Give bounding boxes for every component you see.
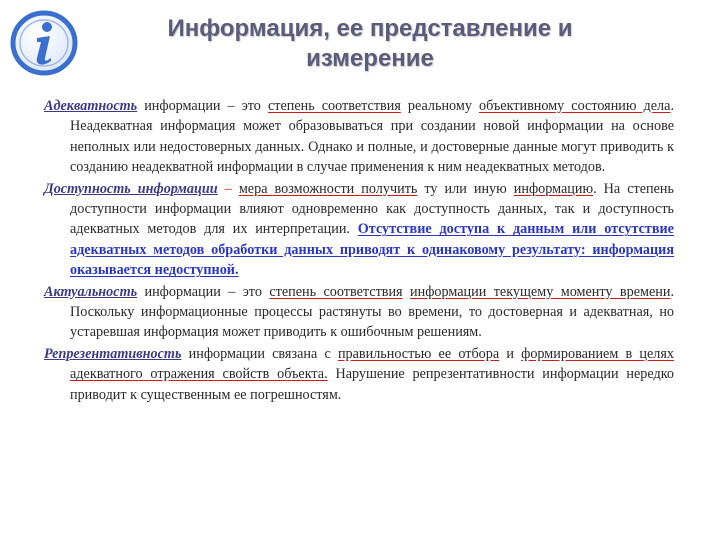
emphasis-phrase: Отсутствие доступа к данным или отсутствие адекватных методов обработки данных приводят к одинаковому результату: информация оказывается недоступной. bbox=[70, 221, 674, 279]
title-line-1: Информация, ее представление и bbox=[167, 15, 573, 42]
term-representativeness: Репрезентативность bbox=[44, 345, 182, 362]
paragraph-representativeness bbox=[44, 344, 674, 405]
text: ту или иную bbox=[417, 180, 514, 197]
text: Нарушение репрезентативности информации нередко приводит к существенным ее погрешностям. bbox=[70, 366, 674, 403]
paragraph-accessibility bbox=[44, 179, 674, 281]
text: . Поскольку информационные процессы растянуты во времени, то достоверная и адекватная, но устаревшая информация может приводить к ошибочным решениям. bbox=[70, 283, 674, 341]
text: информации связана с bbox=[181, 345, 338, 362]
paragraph-adequacy bbox=[44, 96, 674, 178]
highlight-phrase: степень соответствия bbox=[267, 98, 401, 114]
text: и bbox=[499, 345, 522, 362]
highlight-phrase: информацию bbox=[513, 180, 594, 197]
text: реальному bbox=[400, 98, 479, 114]
info-i-icon bbox=[10, 10, 78, 76]
text: информации – это bbox=[137, 98, 268, 114]
highlight-phrase: правильностью ее отбора bbox=[337, 345, 500, 362]
content bbox=[44, 96, 674, 406]
term-accessibility: Доступность информации bbox=[44, 180, 218, 197]
page-title bbox=[90, 14, 650, 74]
text: . Неадекватная информация может образовываться при создании новой информации на основе неполных или недостоверных данных. Однако и полные, и достоверные данные могут приводить к созданию неадекватной информации в случае применения к ним неадекватных методов. bbox=[70, 98, 674, 176]
paragraph-relevance bbox=[44, 282, 674, 343]
highlight-phrase: информации текущему моменту времени bbox=[410, 283, 671, 300]
text: информации – это bbox=[137, 283, 270, 300]
term-relevance: Актуальность bbox=[44, 283, 138, 300]
highlight-phrase: формированием в целях адекватного отражения свойств объекта. bbox=[70, 345, 675, 383]
text: . На степень доступности информации влияют одновременно как доступность данных, так и доступность адекватных методов для их интерпретации. bbox=[70, 180, 674, 238]
dash: – bbox=[217, 180, 239, 197]
text bbox=[403, 284, 410, 300]
highlight-phrase: степень соответствия bbox=[269, 283, 403, 300]
highlight-phrase: объективному состоянию дела bbox=[478, 98, 671, 114]
term-adequacy: Адекватность bbox=[44, 98, 138, 114]
highlight-phrase: мера возможности получить bbox=[238, 180, 418, 197]
title-line-2: измерение bbox=[306, 45, 434, 72]
